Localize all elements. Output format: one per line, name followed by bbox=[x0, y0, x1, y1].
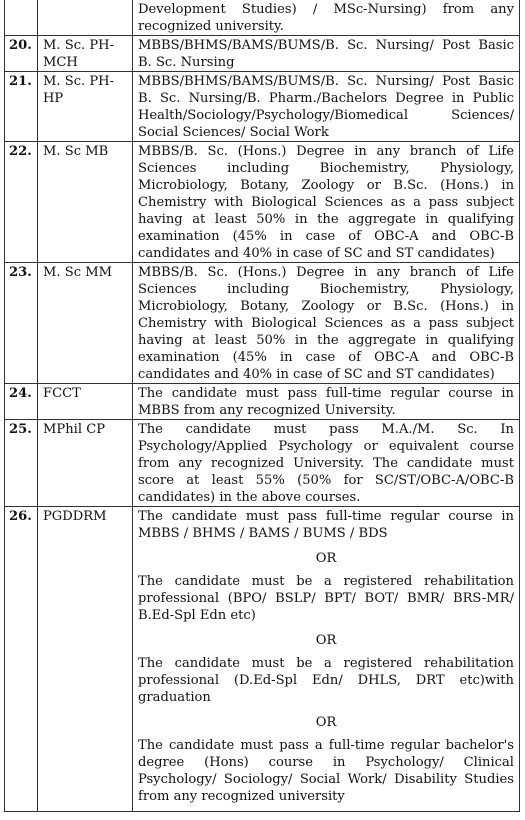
eligibility-option-4: The candidate must pass a full-time regular bachelor's degree (Hons) course in Psychology/ Clinical Psychology/ Sociology/ Social Work/ Disability Studies from any recognized university bbox=[138, 738, 514, 804]
course-code: M. Sc MB bbox=[38, 142, 133, 263]
eligibility-text: MBBS/B. Sc. (Hons.) Degree in any branch of Life Sciences including Biochemistry, Physiology, Microbiology, Botany, Zoology or B.Sc. (Hons.) in Chemistry with Biological Sciences as a pass subject having at least 50% in the aggregate in qualifying examination (45% in case of OBC-A and OBC-B candidates and 40% in case of SC and ST candidates) bbox=[133, 263, 520, 384]
or-separator: OR bbox=[315, 551, 337, 566]
table-row bbox=[5, 263, 520, 384]
table-row bbox=[5, 142, 520, 263]
course-code: M. Sc. PH-HP bbox=[38, 72, 133, 142]
eligibility-option-3: The candidate must be a registered rehabilitation professional (D.Ed-Spl Edn/ DHLS, DRT etc)with graduation bbox=[138, 656, 514, 705]
eligibility-table bbox=[4, 0, 520, 812]
course-code: M. Sc MM bbox=[38, 263, 133, 384]
course-code: M. Sc. PH-MCH bbox=[38, 36, 133, 72]
table-row bbox=[5, 36, 520, 72]
eligibility-text: The candidate must pass M.A./M. Sc. In Psychology/Applied Psychology or equivalent course from any recognized University. The candidate must score at least 55% (50% for SC/ST/OBC-A/OBC-B candidates) in the above courses. bbox=[133, 420, 520, 507]
row-number: 25. bbox=[5, 420, 38, 507]
course-code: MPhil CP bbox=[38, 420, 133, 507]
eligibility-option-1: The candidate must pass full-time regular course in MBBS / BHMS / BAMS / BUMS / BDS bbox=[138, 509, 514, 541]
course-code: PGDDRM bbox=[38, 507, 133, 812]
eligibility-text: MBBS/BHMS/BAMS/BUMS/B. Sc. Nursing/ Post Basic B. Sc. Nursing bbox=[133, 36, 520, 72]
table-row bbox=[5, 384, 520, 420]
table-row bbox=[5, 0, 520, 36]
eligibility-text bbox=[133, 507, 520, 812]
row-number: 26. bbox=[5, 507, 38, 812]
row-number: 24. bbox=[5, 384, 38, 420]
row-number: 21. bbox=[5, 72, 38, 142]
course-code: FCCT bbox=[38, 384, 133, 420]
cell-bottom-spacer bbox=[138, 805, 514, 811]
row-number: 23. bbox=[5, 263, 38, 384]
table-row bbox=[5, 420, 520, 507]
eligibility-text: MBBS/B. Sc. (Hons.) Degree in any branch of Life Sciences including Biochemistry, Physiology, Microbiology, Botany, Zoology or B.Sc. (Hons.) in Chemistry with Biological Sciences as a pass subject having at least 50% in the aggregate in qualifying examination (45% in case of OBC-A and OBC-B candidates and 40% in case of SC and ST candidates) bbox=[133, 142, 520, 263]
course-code bbox=[38, 0, 133, 36]
table-row bbox=[5, 507, 520, 812]
table-row bbox=[5, 72, 520, 142]
eligibility-option-2: The candidate must be a registered rehabilitation professional (BPO/ BSLP/ BPT/ BOT/ BMR/ BRS-MR/ B.Ed-Spl Edn etc) bbox=[138, 574, 514, 623]
eligibility-text: Development Studies) / MSc-Nursing) from any recognized university. bbox=[133, 0, 520, 36]
or-separator: OR bbox=[315, 633, 337, 648]
row-number: 20. bbox=[5, 36, 38, 72]
row-number: 22. bbox=[5, 142, 38, 263]
row-number bbox=[5, 0, 38, 36]
eligibility-text: The candidate must pass full-time regular course in MBBS from any recognized University. bbox=[133, 384, 520, 420]
eligibility-text: MBBS/BHMS/BAMS/BUMS/B. Sc. Nursing/ Post Basic B. Sc. Nursing/B. Pharm./Bachelors Degree in Public Health/Sociology/Psychology/Biomedical Sciences/ Social Sciences/ Social Work bbox=[133, 72, 520, 142]
or-separator: OR bbox=[315, 715, 337, 730]
